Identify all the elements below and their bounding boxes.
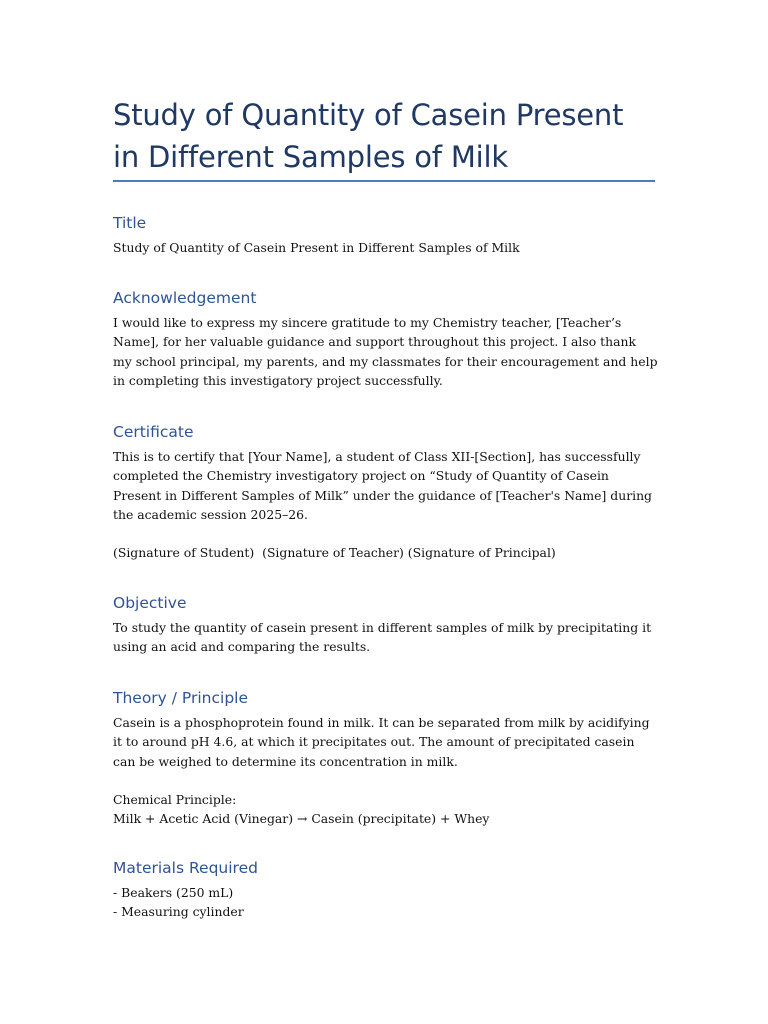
certificate-text: This is to certify that [Your Name], a student of Class XII-[Section], has successfully completed the Chemistry investigatory project on “Study of Quantity of Casein Present in Different Samples of Milk” under the guidance of [Teacher's Name] during the academic session 2025–26. xyxy=(113,449,652,522)
section-theory xyxy=(113,688,658,828)
signature-line: (Signature of Student) (Signature of Teacher) (Signature of Principal) xyxy=(113,545,556,561)
document-title: Study of Quantity of Casein Present in Different Samples of Milk xyxy=(113,98,624,174)
materials-item: - Measuring cylinder xyxy=(113,904,244,920)
title-underline xyxy=(113,180,655,182)
section-heading-objective: Objective xyxy=(113,594,187,612)
section-heading-acknowledgement: Acknowledgement xyxy=(113,289,257,307)
section-certificate xyxy=(113,422,658,562)
section-heading-certificate: Certificate xyxy=(113,423,194,441)
section-objective xyxy=(113,593,658,657)
section-heading-materials: Materials Required xyxy=(113,859,258,877)
title-text: Study of Quantity of Casein Present in Different Samples of Milk xyxy=(113,240,520,255)
section-materials xyxy=(113,858,658,922)
materials-item: - Beakers (250 mL) xyxy=(113,885,234,900)
chemical-principle-equation: Milk + Acetic Acid (Vinegar) → Casein (precipitate) + Whey xyxy=(113,811,490,827)
section-acknowledgement xyxy=(113,288,658,390)
chemical-principle-label: Chemical Principle: xyxy=(113,791,237,807)
theory-text: Casein is a phosphoprotein found in milk. It can be separated from milk by acidifying it to around pH 4.6, at which it precipitates out. The amount of precipitated casein can be weighed to determine its concentration in milk. xyxy=(113,715,650,769)
section-heading-theory: Theory / Principle xyxy=(113,689,249,707)
section-heading-title: Title xyxy=(113,214,147,232)
acknowledgement-text: I would like to express my sincere gratitude to my Chemistry teacher, [Teacher’s Name], for her valuable guidance and support throughout this project. I also thank my school principal, my parents, and my classmates for their encouragement and help in completing this investigatory project successfully. xyxy=(113,315,658,388)
section-title xyxy=(113,213,658,257)
objective-text: To study the quantity of casein present in different samples of milk by precipitating it using an acid and comparing the results. xyxy=(113,620,652,655)
